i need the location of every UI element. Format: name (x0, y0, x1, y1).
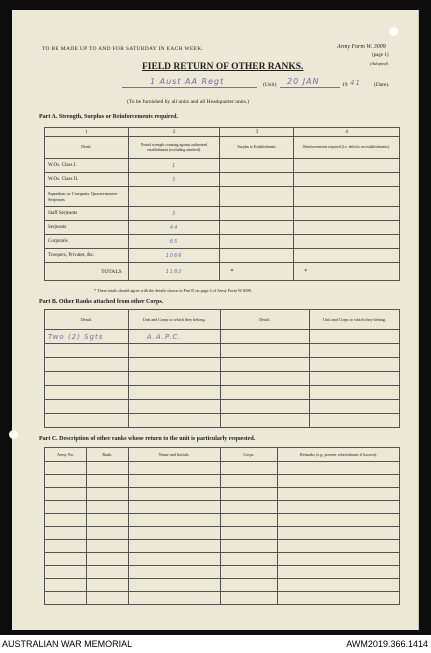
partB-cell (45, 358, 129, 372)
partB-cell (220, 344, 310, 358)
partB-cell (45, 386, 129, 400)
partB-cell (45, 372, 129, 386)
partC-cell (45, 566, 87, 579)
col-number: 3 (220, 128, 294, 137)
surplus-cell (220, 221, 294, 235)
partC-cell (128, 540, 220, 553)
partB-cell (220, 330, 310, 344)
unit-value: 1 Aust AA Regt (150, 77, 225, 86)
form-sheet (12, 10, 419, 630)
partC-cell (278, 553, 400, 566)
partB-cell (128, 372, 220, 386)
reinf-cell (294, 221, 400, 235)
partB-cell (220, 386, 310, 400)
partC-cell (220, 566, 278, 579)
partC-table (44, 447, 400, 605)
partB-cell (310, 372, 400, 386)
partC-cell (278, 501, 400, 514)
partC-cell (128, 514, 220, 527)
partB-cell (220, 414, 310, 428)
reinf-cell (294, 159, 400, 173)
partC-cell (220, 540, 278, 553)
partB-cell (310, 386, 400, 400)
partC-cell (128, 527, 220, 540)
col-header-posted: Posted strength counting against authorized establishment (excluding attached). (128, 137, 220, 159)
partC-cell (220, 514, 278, 527)
partC-cell (128, 488, 220, 501)
reinf-cell (294, 187, 400, 207)
posted-value: 1 (128, 159, 220, 173)
partC-cell (278, 514, 400, 527)
year-value: 41 (350, 79, 361, 87)
partB-cell (220, 358, 310, 372)
row-label: W.Os. Class I. (45, 159, 129, 173)
posted-value: 3 (128, 173, 220, 187)
col-header-name: Name and Initials. (128, 448, 220, 462)
surplus-cell (220, 159, 294, 173)
form-page: (page 1) (372, 53, 389, 58)
partC-cell (86, 514, 128, 527)
partC-cell (220, 579, 278, 592)
col-header-army-no: Army No. (45, 448, 87, 462)
partC-cell (128, 462, 220, 475)
partC-cell (45, 462, 87, 475)
partC-cell (278, 566, 400, 579)
partC-cell (86, 475, 128, 488)
partC-cell (86, 579, 128, 592)
partC-cell (86, 540, 128, 553)
partC-cell (278, 462, 400, 475)
partB-cell (310, 414, 400, 428)
partB-cell (310, 358, 400, 372)
furnish-note: (To be furnished by all units and all Headquarter units.) (127, 99, 250, 105)
col-header-corps: Corps. (220, 448, 278, 462)
archive-footer (0, 635, 431, 653)
col-header-rank: Rank. (86, 448, 128, 462)
partC-cell (220, 462, 278, 475)
partC-cell (45, 488, 87, 501)
partA-footnote: * These totals should agree with the details shown in Part D on page 2 of Army Form W.3009. (94, 288, 252, 293)
col-number: 2 (128, 128, 220, 137)
partB-heading: Part B. Other Ranks attached from other Corps. (39, 299, 164, 305)
col-header-surplus: Surplus to Establishment. (220, 137, 294, 159)
partC-cell (128, 592, 220, 605)
partC-cell (220, 475, 278, 488)
partC-cell (45, 553, 87, 566)
partB-cell (128, 400, 220, 414)
row-label: W.Os. Class II. (45, 173, 129, 187)
partC-cell (86, 592, 128, 605)
punch-hole (389, 27, 398, 36)
partB-cell (128, 414, 220, 428)
partC-cell (86, 527, 128, 540)
partC-cell (220, 553, 278, 566)
partC-cell (45, 501, 87, 514)
partB-cell (128, 386, 220, 400)
partC-cell (86, 488, 128, 501)
form-number: Army Form W. 3009 (337, 44, 386, 50)
partC-cell (220, 592, 278, 605)
form-title: FIELD RETURN OF OTHER RANKS. (142, 62, 304, 72)
row-label: Squadron or Company Quartermaster-Serjeants (45, 187, 129, 207)
partC-cell (220, 488, 278, 501)
posted-value (128, 187, 220, 207)
reinf-cell (294, 173, 400, 187)
row-label: Staff Serjeants (45, 207, 129, 221)
partA-heading: Part A. Strength, Surplus or Reinforcements required. (39, 114, 178, 120)
surplus-cell (220, 249, 294, 263)
partC-cell (128, 501, 220, 514)
partB-cell (310, 400, 400, 414)
partC-cell (278, 592, 400, 605)
col-number: 4 (294, 128, 400, 137)
posted-value: 3 (128, 207, 220, 221)
partC-cell (128, 475, 220, 488)
totals-value: 1182 (128, 263, 220, 281)
col-header-detail: Detail. (45, 310, 129, 330)
partB-cell (310, 330, 400, 344)
reinf-cell (294, 249, 400, 263)
surplus-cell (220, 207, 294, 221)
partC-cell (45, 592, 87, 605)
surplus-cell (220, 173, 294, 187)
date-value: 20 JAN (287, 77, 320, 86)
partB-cell (310, 344, 400, 358)
totals-mark: * (220, 263, 294, 281)
surplus-cell (220, 235, 294, 249)
reinf-cell (294, 207, 400, 221)
unit-line (122, 87, 257, 88)
year-prefix: 19 (342, 82, 348, 88)
partC-cell (45, 527, 87, 540)
partB-cell (128, 344, 220, 358)
partC-cell (278, 540, 400, 553)
col-header-remarks: Remarks (e.g. present whereabouts if known). (278, 448, 400, 462)
partB-cell (220, 372, 310, 386)
partB-table (44, 309, 400, 428)
partB-cell (45, 344, 129, 358)
partC-cell (86, 566, 128, 579)
totals-mark: * (294, 263, 400, 281)
partC-cell (86, 553, 128, 566)
partB-cell (220, 400, 310, 414)
col-header-corps: Unit and Corps to which they belong. (310, 310, 400, 330)
partC-cell (128, 566, 220, 579)
partC-cell (45, 475, 87, 488)
partB-entry-corps: A.A.P.C. (128, 330, 220, 344)
partC-cell (220, 501, 278, 514)
col-header-detail: Detail. (220, 310, 310, 330)
partC-cell (278, 579, 400, 592)
partC-cell (45, 540, 87, 553)
reinf-cell (294, 235, 400, 249)
footer-accession: AWM2019.366.1414 (346, 639, 428, 649)
form-adopted: (Adopted) (370, 61, 388, 66)
partC-cell (86, 462, 128, 475)
footer-institution: AUSTRALIAN WAR MEMORIAL (2, 639, 133, 649)
col-number: 1 (45, 128, 129, 137)
partB-cell (128, 358, 220, 372)
partC-cell (278, 475, 400, 488)
posted-value: 65 (128, 235, 220, 249)
partC-cell (45, 579, 87, 592)
partC-cell (128, 579, 220, 592)
unit-label: (Unit) (263, 82, 277, 88)
partB-cell (45, 400, 129, 414)
partC-cell (220, 527, 278, 540)
partC-cell (128, 553, 220, 566)
partA-table (44, 127, 400, 281)
row-label: Serjeants (45, 221, 129, 235)
punch-hole (9, 430, 18, 439)
row-label: Corporals (45, 235, 129, 249)
partC-heading: Part C. Description of other ranks whose return to the unit is particularly requested. (39, 436, 256, 442)
date-line (280, 87, 340, 88)
totals-label: TOTALS (45, 263, 129, 281)
posted-value: 1066 (128, 249, 220, 263)
row-label: Troopers, Privates, &c. (45, 249, 129, 263)
col-header-reinforcements: Reinforcements required (i.e. deficits on establishments). (294, 137, 400, 159)
partC-cell (278, 488, 400, 501)
col-header-corps: Unit and Corps to which they belong. (128, 310, 220, 330)
partC-cell (86, 501, 128, 514)
form-instruction: TO BE MADE UP TO AND FOR SATURDAY IN EACH WEEK. (42, 46, 204, 52)
partC-cell (45, 514, 87, 527)
col-header-detail: Detail. (45, 137, 129, 159)
partC-cell (278, 527, 400, 540)
partB-cell (45, 414, 129, 428)
partB-entry-detail: Two (2) Sgts (45, 330, 129, 344)
date-label: (Date). (374, 82, 390, 88)
surplus-cell (220, 187, 294, 207)
posted-value: 44 (128, 221, 220, 235)
